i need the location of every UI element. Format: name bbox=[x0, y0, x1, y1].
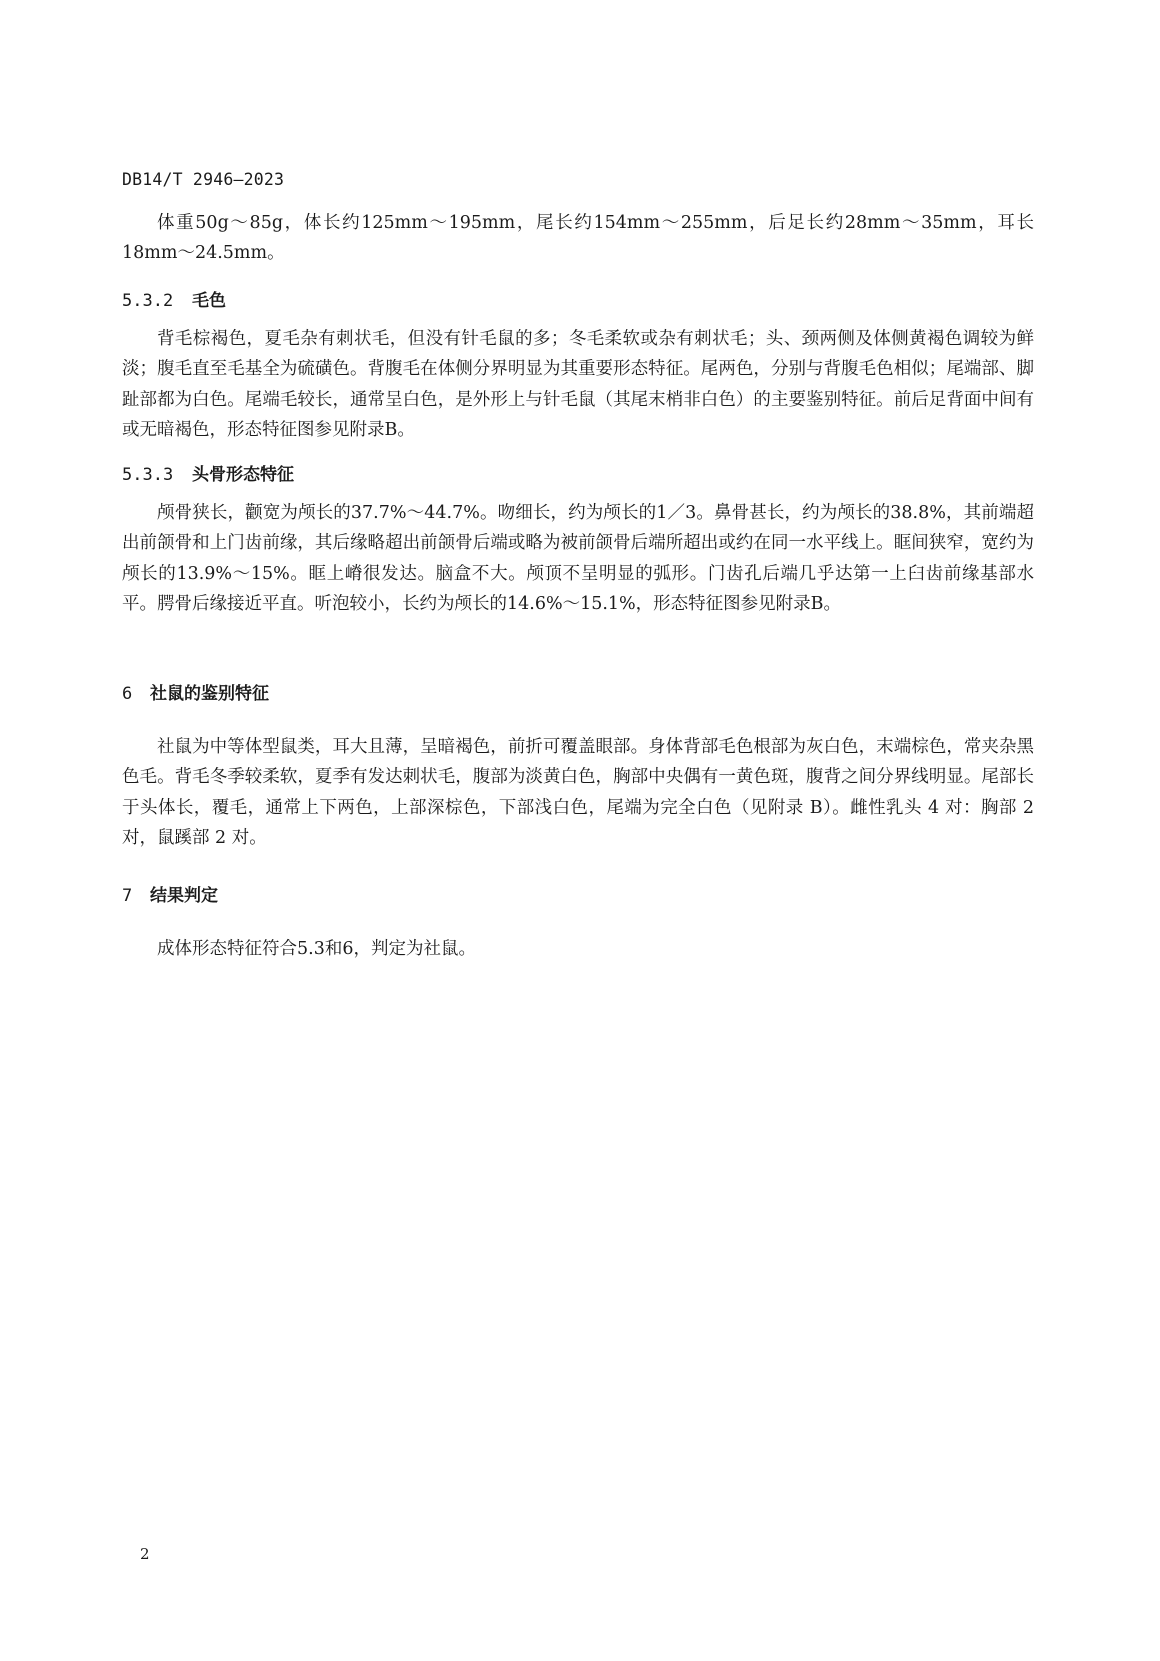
section-number: 5.3.3 bbox=[122, 465, 174, 485]
section-title: 结果判定 bbox=[150, 886, 218, 906]
fur-color-paragraph: 背毛棕褐色，夏毛杂有刺状毛，但没有针毛鼠的多；冬毛柔软或杂有刺状毛；头、颈两侧及体侧黄褐色调较为鲜淡；腹毛直至毛基全为硫磺色。背腹毛在体侧分界明显为其重要形态特征。尾两色，分别与背腹毛色相似；尾端部、脚趾部都为白色。尾端毛较长，通常呈白色，是外形上与针毛鼠（其尾末梢非白色）的主要鉴别特征。前后足背面中间有或无暗褐色，形态特征图参见附录B。 bbox=[122, 329, 1034, 440]
section-heading-identification bbox=[122, 679, 269, 704]
section-title: 毛色 bbox=[192, 291, 226, 311]
section-number: 7 bbox=[122, 886, 133, 906]
identification-paragraph: 社鼠为中等体型鼠类，耳大且薄，呈暗褐色，前折可覆盖眼部。身体背部毛色根部为灰白色，末端棕色，常夹杂黑色毛。背毛冬季较柔软，夏季有发达刺状毛，腹部为淡黄白色，胸部中央偶有一黄色斑，腹背之间分界线明显。尾部长于头体长，覆毛，通常上下两色，上部深棕色，下部浅白色，尾端为完全白色（见附录 B）。雌性乳头 4 对：胸部 2 对，鼠蹊部 2 对。 bbox=[122, 737, 1034, 848]
section-heading-skull bbox=[122, 460, 294, 485]
section-title: 社鼠的鉴别特征 bbox=[150, 684, 269, 704]
page-number: 2 bbox=[140, 1545, 150, 1563]
section-heading-result bbox=[122, 881, 218, 906]
skull-paragraph: 颅骨狭长，颧宽为颅长的37.7%～44.7%。吻细长，约为颅长的1／3。鼻骨甚长，约为颅长的38.8%，其前端超出前颌骨和上门齿前缘，其后缘略超出前颌骨后端或略为被前颌骨后端所超出或约在同一水平线上。眶间狭窄，宽约为颅长的13.9%～15%。眶上嵴很发达。脑盒不大。颅顶不呈明显的弧形。门齿孔后端几乎达第一上臼齿前缘基部水平。腭骨后缘接近平直。听泡较小，长约为颅长的14.6%～15.1%，形态特征图参见附录B。 bbox=[122, 503, 1034, 614]
section-number: 5.3.2 bbox=[122, 291, 174, 311]
body-size-paragraph: 体重50g～85g，体长约125mm～195mm，尾长约154mm～255mm，后足长约28mm～35mm，耳长18mm～24.5mm。 bbox=[122, 213, 1034, 264]
result-paragraph: 成体形态特征符合5.3和6，判定为社鼠。 bbox=[157, 939, 476, 959]
section-title: 头骨形态特征 bbox=[192, 465, 294, 485]
document-code: DB14/T 2946—2023 bbox=[122, 170, 285, 189]
section-heading-fur-color bbox=[122, 286, 226, 311]
section-number: 6 bbox=[122, 684, 133, 704]
